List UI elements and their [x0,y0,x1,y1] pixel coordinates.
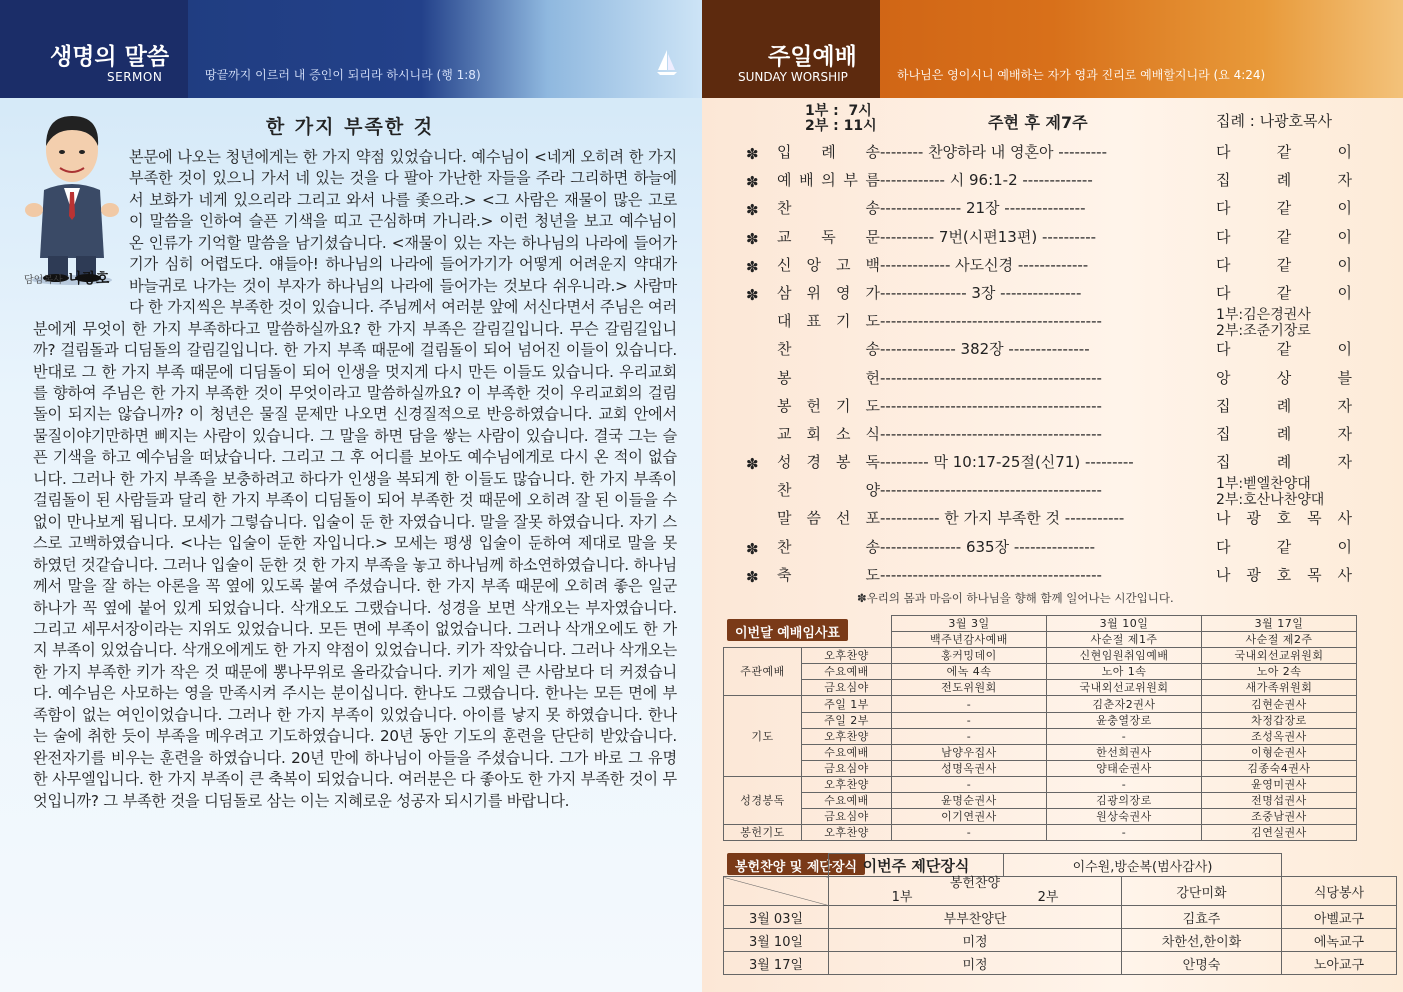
char: 이 [1337,537,1352,556]
meal-header: 식당봉사 [1282,877,1397,906]
duty-person: 노아 2속 [1202,664,1357,680]
order-row [740,422,1360,450]
praise-title: 봉헌찬양 [949,876,1001,891]
order-item-content: ------------- 사도신경 ------------- [880,255,1089,274]
blank-cell [724,616,892,632]
praise-2: 2부 [1037,890,1059,905]
duty-person: - [892,776,1047,792]
duty-person: - [892,825,1047,841]
char: 양 [865,481,880,500]
order-item-content: ----------------------------------------- [880,368,1102,387]
duty-person: - [892,728,1047,744]
flower-pulpit: 안명숙 [1122,952,1282,975]
flower-date: 3월 17일 [724,952,829,975]
duty-date: 3월 10일 [1047,616,1202,632]
sailboat-icon [655,50,679,76]
duty-roster-table [723,615,1357,841]
char: 도 [865,565,880,584]
praise-header [829,877,1122,906]
char: 같 [1276,283,1292,302]
char: 찬 [777,199,792,218]
char: 문 [865,227,880,246]
char: 다 [1216,255,1231,274]
order-row [740,506,1360,534]
char: 자 [1337,424,1352,443]
char: 선 [836,509,851,528]
sermon-body: 본문에 나오는 청년에게는 한 가지 약점 있었습니다. 예수님이 <네게 오히려 한 가지 부족한 것이 있으니 가서 네 있는 것을 다 팔아 가난한 자들을 주라 그리하면 하늘에서 보화가 네게 있으리라 그리고 와서 나를 좇으라.> <그 사람은 재물이 많은 고로 이 말씀을 인하여 슬픈 기색을 띠고 근심하며 가니라.> 이런 청년을 보고 예수님이 온 인류가 기억할 말씀을 남기셨습니다. <재물이 있는 자는 하나님의 나라에 들어가기가 심히 어렵도다. 얘들아! 하나님의 나라에 들어가기가 어떻게 어려운지 약대가 바늘귀로 나가는 것이 부자가 하나님의 나라에 들어가는 것보다 쉬우니라.> 사람마다 한 가지씩은 부족한 것이 있습니다. 주님께서 여러분 앞에 서신다면서 주님은 여러분에게 무엇이 한 가지 부족하다고 말씀하실까요? 한 가지 부족은 갈림길입니다. 무슨 갈림길입니까? 걸림돌과 디딤돌의 갈림길입니다. 한 가지 부족 때문에 걸림돌이 되어 넘어진 이들이 있습니다. 반대로 그 한 가지 부족 때문에 디딤돌이 되어 인생을 멋지게 다시 만든 이들도 있습니다. 우리교회를 향하여 주님은 한 가지 부족한 것이 무엇이라고 말씀하실까요? 이 부족한 것이 우리교회의 걸림돌이 되지는 않습니까? 이 청년은 물질 문제만 나오면 신경질적으로 반응하였습니다. 교회 안에서 물질이야기만하면 삐지는 사람이 있습니다. 그 말을 하면 담을 쌓는 사람이 있습니다. 결국 그는 슬픈 기색을 하고 예수님을 떠났습니다. 그리고 그 후 어디를 보아도 예수님에게로 다시 온 적이 없습니다. 그러나 한 가지 부족을 보충하려고 하다가 인생을 복되게 한 이들도 많습니다. 한 가지 부족이 걸림돌이 된 사람들과 달리 한 가지 부족이 디딤돌이 되어 부족한 것 때문에 오히려 잘 된 이들을 수 없이 만나보게 됩니다. 모세가 그렇습니다. 입술이 둔 한 자였습니다. 말을 잘못 하였습니다. 자기 스스로 고백하였습니다. <나는 입술이 둔한 자입니다.> 모세는 평생 입술이 둔하여 제대로 말을 못 하였던 것같습니다. 그러나 입술이 둔한 것 한 가지 부족을 놓고 하나님께 하소연하였습니다. 하나님께서 말을 잘 하는 아론을 꼭 옆에 있도록 붙여 주셨습니다. 한 가지 부족 때문에 오히려 좋은 일군 하나가 꼭 옆에 붙어 있게 되었습니다. 삭개오도 그랬습니다. 성경을 보면 삭개오는 부자였습니다. 그리고 세무서장이라는 지위도 있었습니다. 모든 면에 부족이 없었습니다. 그러나 삭개오에도 한 가지 부족이 있었습니다. 삭개오에게도 한 가지 약점이 있었습니다. 키가 작았습니다. 그러나 삭개오는 한 가지 부족한 키가 작은 것 때문에 뽕나무위로 올라갔습니다. 키가 제일 큰 사람보다 더 커졌습니다. 예수님은 사모하는 영을 만족시켜 주시는 분이십니다. 한나도 그랬습니다. 한나는 모든 면에 부족함이 없는 여인이었습니다. 그러나 한 가지 부족이 있었습니다. 아이를 낳지 못 하였습니다. 한나는 술에 취한 듯이 부족을 메우려고 기도하였습니다. 20년 동안 기도의 훈련을 단단히 받았습니다. 완전자기를 비우는 훈련을 하였습니다. 20년 만에 하나님이 아들을 주셨습니다. 그가 바로 그 유명한 사무엘입니다. 한 가지 부족이 큰 축복이 되었습니다. 여러분은 다 좋아도 한 가지 부족한 것이 무엇입니까? 그 부족한 것을 디딤돌로 삼는 이는 지혜로운 성공자 되시기를 바랍니다. [33,148,677,810]
flower-pulpit: 김효주 [1122,906,1282,929]
duty-row [724,809,1357,825]
order-item-leader [1216,422,1352,446]
flower-label: 봉헌찬양 및 제단장식 [727,853,865,875]
order-item-content: ----------- 한 가지 부족한 것 ----------- [880,509,1125,528]
order-row [740,168,1360,196]
star-mark: ✽ [746,285,759,304]
order-item-leader [1216,307,1352,339]
duty-person: 윤충열장로 [1047,712,1202,728]
char: 이 [1337,340,1352,359]
flower-row [724,952,1397,975]
blank-cell [724,854,829,877]
duty-row [724,680,1357,696]
duty-row [724,744,1357,760]
order-item-name [777,563,880,587]
order-item-name [777,225,880,249]
flower-title: 이번주 제단장식 [829,854,1004,877]
order-row [740,196,1360,224]
order-item-leader [1216,476,1352,508]
order-item-name [777,253,880,277]
char: 같 [1276,340,1292,359]
char: 이 [1337,199,1352,218]
char: 목 [1307,509,1322,528]
order-item-content: --------------- 635장 --------------- [880,537,1096,556]
order-item-content: ----------------------------------------- [880,565,1102,584]
duty-person: - [1047,728,1202,744]
order-row [740,140,1360,168]
flower-pulpit: 차한선,한이화 [1122,929,1282,952]
char: 호 [1276,565,1292,584]
order-item-leader [1216,337,1352,361]
order-item-name [777,140,880,164]
char: 도 [865,312,880,331]
char: 자 [1337,171,1352,190]
char: 성 [777,453,792,472]
order-item-name [777,196,880,220]
order-item-name [777,478,880,502]
char: 호 [1276,509,1292,528]
char: 나 [1216,565,1231,584]
order-row [740,337,1360,365]
duty-service: 수요예배 [802,793,892,809]
flower-meal: 노아교구 [1282,952,1397,975]
star-mark: ✽ [746,455,759,474]
order-item-name [777,394,880,418]
char: 나 [1216,509,1231,528]
char: 축 [777,565,792,584]
duty-person: - [1047,825,1202,841]
char: 예 [777,171,792,190]
char: 같 [1276,227,1292,246]
char: 찬 [777,537,792,556]
char: 상 [1276,368,1292,387]
order-item-leader [1216,253,1352,277]
order-row [740,307,1360,340]
duty-service: 수요예배 [802,664,892,680]
order-item-content: ----------------------------------------- [880,396,1102,415]
char: 례 [1276,171,1292,190]
char: 의 [821,171,836,190]
order-item-name [777,535,880,559]
order-item-leader [1216,506,1352,530]
duty-service: 오후찬양 [802,776,892,792]
char: 례 [1276,396,1292,415]
char: 영 [836,283,851,302]
duty-service: 수요예배 [802,744,892,760]
order-row [740,366,1360,394]
char: 독 [821,227,836,246]
order-item-leader [1216,140,1352,164]
char: 같 [1276,143,1292,161]
duty-person: 김연실권사 [1202,825,1357,841]
char: 교 [777,424,792,443]
order-row [740,253,1360,281]
char: 집 [1216,396,1231,415]
duty-person: 김현순권사 [1202,696,1357,712]
order-item-content: -------------- 382장 --------------- [880,340,1090,359]
leader-line: 1부:벧엘찬양대 [1216,476,1311,493]
duty-person: 차정갑장로 [1202,712,1357,728]
order-item-leader [1216,225,1352,249]
duty-row [724,793,1357,809]
char: 례 [821,143,836,161]
char: 송 [865,537,880,556]
duty-row [724,712,1357,728]
duty-person: 홍커밍데이 [892,648,1047,664]
duty-row [724,664,1357,680]
duty-person: 전도위원회 [892,680,1047,696]
duty-person: 남양우집사 [892,744,1047,760]
flower-donors: 이수원,방순복(범사감사) [1004,854,1282,877]
char: 다 [1216,340,1231,359]
order-item-content: ----------------------------------------- [880,481,1102,500]
duty-person: 김광의장로 [1047,793,1202,809]
flower-praise: 부부찬양단 [829,906,1122,929]
char: 대 [777,312,792,331]
char: 다 [1216,199,1231,218]
duty-service: 금요심야 [802,809,892,825]
order-row [740,225,1360,253]
char: 다 [1216,537,1231,556]
order-row [740,563,1360,591]
char: 집 [1216,424,1231,443]
duty-category: 주관예배 [724,648,802,696]
duty-person: 이형순권사 [1202,744,1357,760]
order-item-leader [1216,366,1352,390]
sermon-header-subtitle: SERMON [107,70,163,84]
char: 집 [1216,171,1231,190]
worship-officiant: 집례 : 나광호목사 [1216,112,1333,130]
duty-category: 기도 [724,696,802,776]
service-times: 1부 : 7시 2부 : 11시 [805,103,877,134]
char: 광 [1246,509,1261,528]
order-row [740,450,1360,478]
char: 헌 [806,396,821,415]
sermon-header-verse: 땅끝까지 이르러 내 증인이 되리라 하시니라 (행 1:8) [205,68,481,82]
duty-person: - [1047,776,1202,792]
order-row [740,281,1360,309]
char: 소 [836,424,851,443]
char: 다 [1216,143,1231,161]
duty-row [724,825,1357,841]
order-item-content: ---------- 7번(시편13편) ---------- [880,227,1097,246]
char: 독 [865,453,880,472]
char: 봉 [777,396,792,415]
duty-person: 한선희권사 [1047,744,1202,760]
order-item-name [777,337,880,361]
worship-header-title: 주일예배 [768,44,857,70]
char: 배 [799,171,814,190]
char: 송 [865,199,880,218]
char: 다 [1216,227,1231,246]
order-item-leader [1216,563,1352,587]
duty-date: 3월 17일 [1202,616,1357,632]
char: 자 [1337,453,1352,472]
char: 부 [843,171,858,190]
star-mark: ✽ [746,257,759,276]
duty-person: - [892,696,1047,712]
order-row [740,535,1360,563]
char: 찬 [777,340,792,359]
order-item-content: ------------ 시 96:1-2 ------------- [880,171,1093,190]
flower-row [724,906,1397,929]
flower-date: 3월 10일 [724,929,829,952]
star-mark: ✽ [746,567,759,586]
char: 헌 [865,368,880,387]
char: 블 [1337,368,1352,387]
duty-event: 백주년감사예배 [892,632,1047,648]
char: 앙 [806,255,821,274]
char: 사 [1337,565,1352,584]
flower-praise: 미정 [829,952,1122,975]
duty-row [724,776,1357,792]
duty-person: 전명섭권사 [1202,793,1357,809]
order-item-name [777,366,880,390]
star-mark: ✽ [746,201,759,220]
char: 찬 [777,481,792,500]
char: 송 [865,143,880,161]
duty-service: 오후찬양 [802,648,892,664]
char: 송 [865,340,880,359]
duty-row [724,760,1357,776]
duty-person: 김종숙4권사 [1202,760,1357,776]
char: 름 [865,171,880,190]
char: 다 [1216,283,1231,302]
char: 같 [1276,537,1292,556]
sermon-title: 한 가지 부족한 것 [265,116,435,138]
worship-order [740,140,1360,591]
char: 위 [806,283,821,302]
duty-service: 오후찬양 [802,825,892,841]
blank-cell [724,632,892,648]
worship-note: ✽우리의 몸과 마음이 하나님을 향해 함께 일어나는 시간입니다. [857,591,1174,605]
duty-person: 국내외선교위원회 [1202,648,1357,664]
char: 목 [1307,565,1322,584]
duty-date: 3월 3일 [892,616,1047,632]
flower-row [724,929,1397,952]
order-item-content: ---------------- 3장 --------------- [880,283,1082,302]
worship-header-verse: 하나님은 영이시니 예배하는 자가 영과 진리로 예배할지니라 (요 4:24) [897,68,1266,82]
char: 이 [1337,143,1352,161]
order-item-leader [1216,281,1352,305]
pulpit-header: 강단미화 [1122,877,1282,906]
char: 가 [865,283,880,302]
char: 씀 [806,509,821,528]
leader-line: 1부:김은경권사 [1216,307,1311,324]
duty-service: 주일 1부 [802,696,892,712]
char: 례 [1276,453,1292,472]
duty-person: 신현임원취임예배 [1047,648,1202,664]
char: 도 [865,396,880,415]
duty-person: 노아 1속 [1047,664,1202,680]
leader-line: 2부:조준기장로 [1216,323,1311,340]
order-item-leader [1216,394,1352,418]
duty-person: 양태순권사 [1047,760,1202,776]
duty-service: 오후찬양 [802,728,892,744]
char: 표 [806,312,821,331]
char: 교 [777,227,792,246]
duty-category: 성경봉독 [724,776,802,824]
flower-date: 3월 03일 [724,906,829,929]
duty-person: 에녹 4속 [892,664,1047,680]
praise-sub [829,891,1121,905]
worship-header-subtitle: SUNDAY WORSHIP [738,70,848,84]
order-item-name [777,309,880,333]
diag-cell [724,877,829,906]
char: 집 [1216,453,1231,472]
order-row [740,394,1360,422]
char: 이 [1337,283,1352,302]
worship-week: 주현 후 제7주 [988,113,1088,132]
order-row [740,476,1360,509]
duty-person: 조중남권사 [1202,809,1357,825]
order-item-content: --------- 막 10:17-25절(신71) --------- [880,453,1134,472]
sermon-header [0,0,702,98]
duty-person: 성명옥권사 [892,760,1047,776]
order-item-leader [1216,535,1352,559]
char: 기 [836,312,851,331]
flower-table [723,853,1397,975]
char: 경 [806,453,821,472]
duty-event: 사순절 제1주 [1047,632,1202,648]
duty-date-row [724,616,1357,632]
flower-header-row [724,877,1397,906]
duty-person: 국내외선교위원회 [1047,680,1202,696]
order-item-content: -------- 찬양하라 내 영혼아 --------- [880,143,1108,161]
char: 이 [1337,255,1352,274]
leader-line: 2부:호산나찬양대 [1216,492,1325,509]
char: 포 [865,509,880,528]
flower-head-row [724,854,1397,877]
order-item-leader [1216,450,1352,474]
praise-1: 1부 [891,890,913,905]
char: 식 [865,424,880,443]
char: 같 [1276,255,1292,274]
char: 기 [836,396,851,415]
duty-row [724,648,1357,664]
order-item-leader [1216,168,1352,192]
order-item-name [777,281,880,305]
star-mark: ✽ [746,539,759,558]
order-item-name [777,168,880,192]
sermon-header-title: 생명의 말씀 [50,44,170,70]
duty-event-row [724,632,1357,648]
char: 입 [777,143,792,161]
char: 신 [777,255,792,274]
flower-meal: 에녹교구 [1282,929,1397,952]
worship-header [702,0,1403,98]
char: 회 [806,424,821,443]
pastor-role: 담임목사 [24,275,63,286]
order-item-content: --------------- 21장 --------------- [880,199,1086,218]
duty-service: 주일 2부 [802,712,892,728]
char: 봉 [836,453,851,472]
order-item-name [777,450,880,474]
order-item-name [777,422,880,446]
duty-event: 사순절 제2주 [1202,632,1357,648]
duty-roster-label: 이번달 예배임사표 [727,619,848,641]
star-mark: ✽ [746,229,759,248]
char: 앙 [1216,368,1231,387]
sermon-body-wrap [33,147,677,812]
char: 례 [1276,424,1292,443]
flower-praise: 미정 [829,929,1122,952]
duty-category: 봉헌기도 [724,825,802,841]
char: 자 [1337,396,1352,415]
duty-person: 조성옥권사 [1202,728,1357,744]
char: 이 [1337,227,1352,246]
duty-row [724,696,1357,712]
duty-person: 이기연권사 [892,809,1047,825]
order-item-name [777,506,880,530]
duty-person: 원상숙권사 [1047,809,1202,825]
order-item-leader [1216,196,1352,220]
duty-service: 금요심야 [802,760,892,776]
char: 봉 [777,368,792,387]
duty-person: 윤명순권사 [892,793,1047,809]
duty-person: 김춘자2권사 [1047,696,1202,712]
char: 사 [1337,509,1352,528]
star-mark: ✽ [746,173,759,192]
order-item-content: ----------------------------------------- [880,424,1102,443]
pastor-name: 나광호 [68,271,110,287]
char: 삼 [777,283,792,302]
char: 백 [865,255,880,274]
char: 광 [1246,565,1261,584]
star-mark: ✽ [746,145,759,163]
flower-meal: 아벨교구 [1282,906,1397,929]
char: 말 [777,509,792,528]
duty-person: 새가족위원회 [1202,680,1357,696]
char: 같 [1276,199,1292,218]
duty-person: 윤영미권사 [1202,776,1357,792]
duty-row [724,728,1357,744]
char: 고 [836,255,851,274]
order-item-content: ----------------------------------------- [880,312,1102,331]
duty-service: 금요심야 [802,680,892,696]
duty-person: - [892,712,1047,728]
